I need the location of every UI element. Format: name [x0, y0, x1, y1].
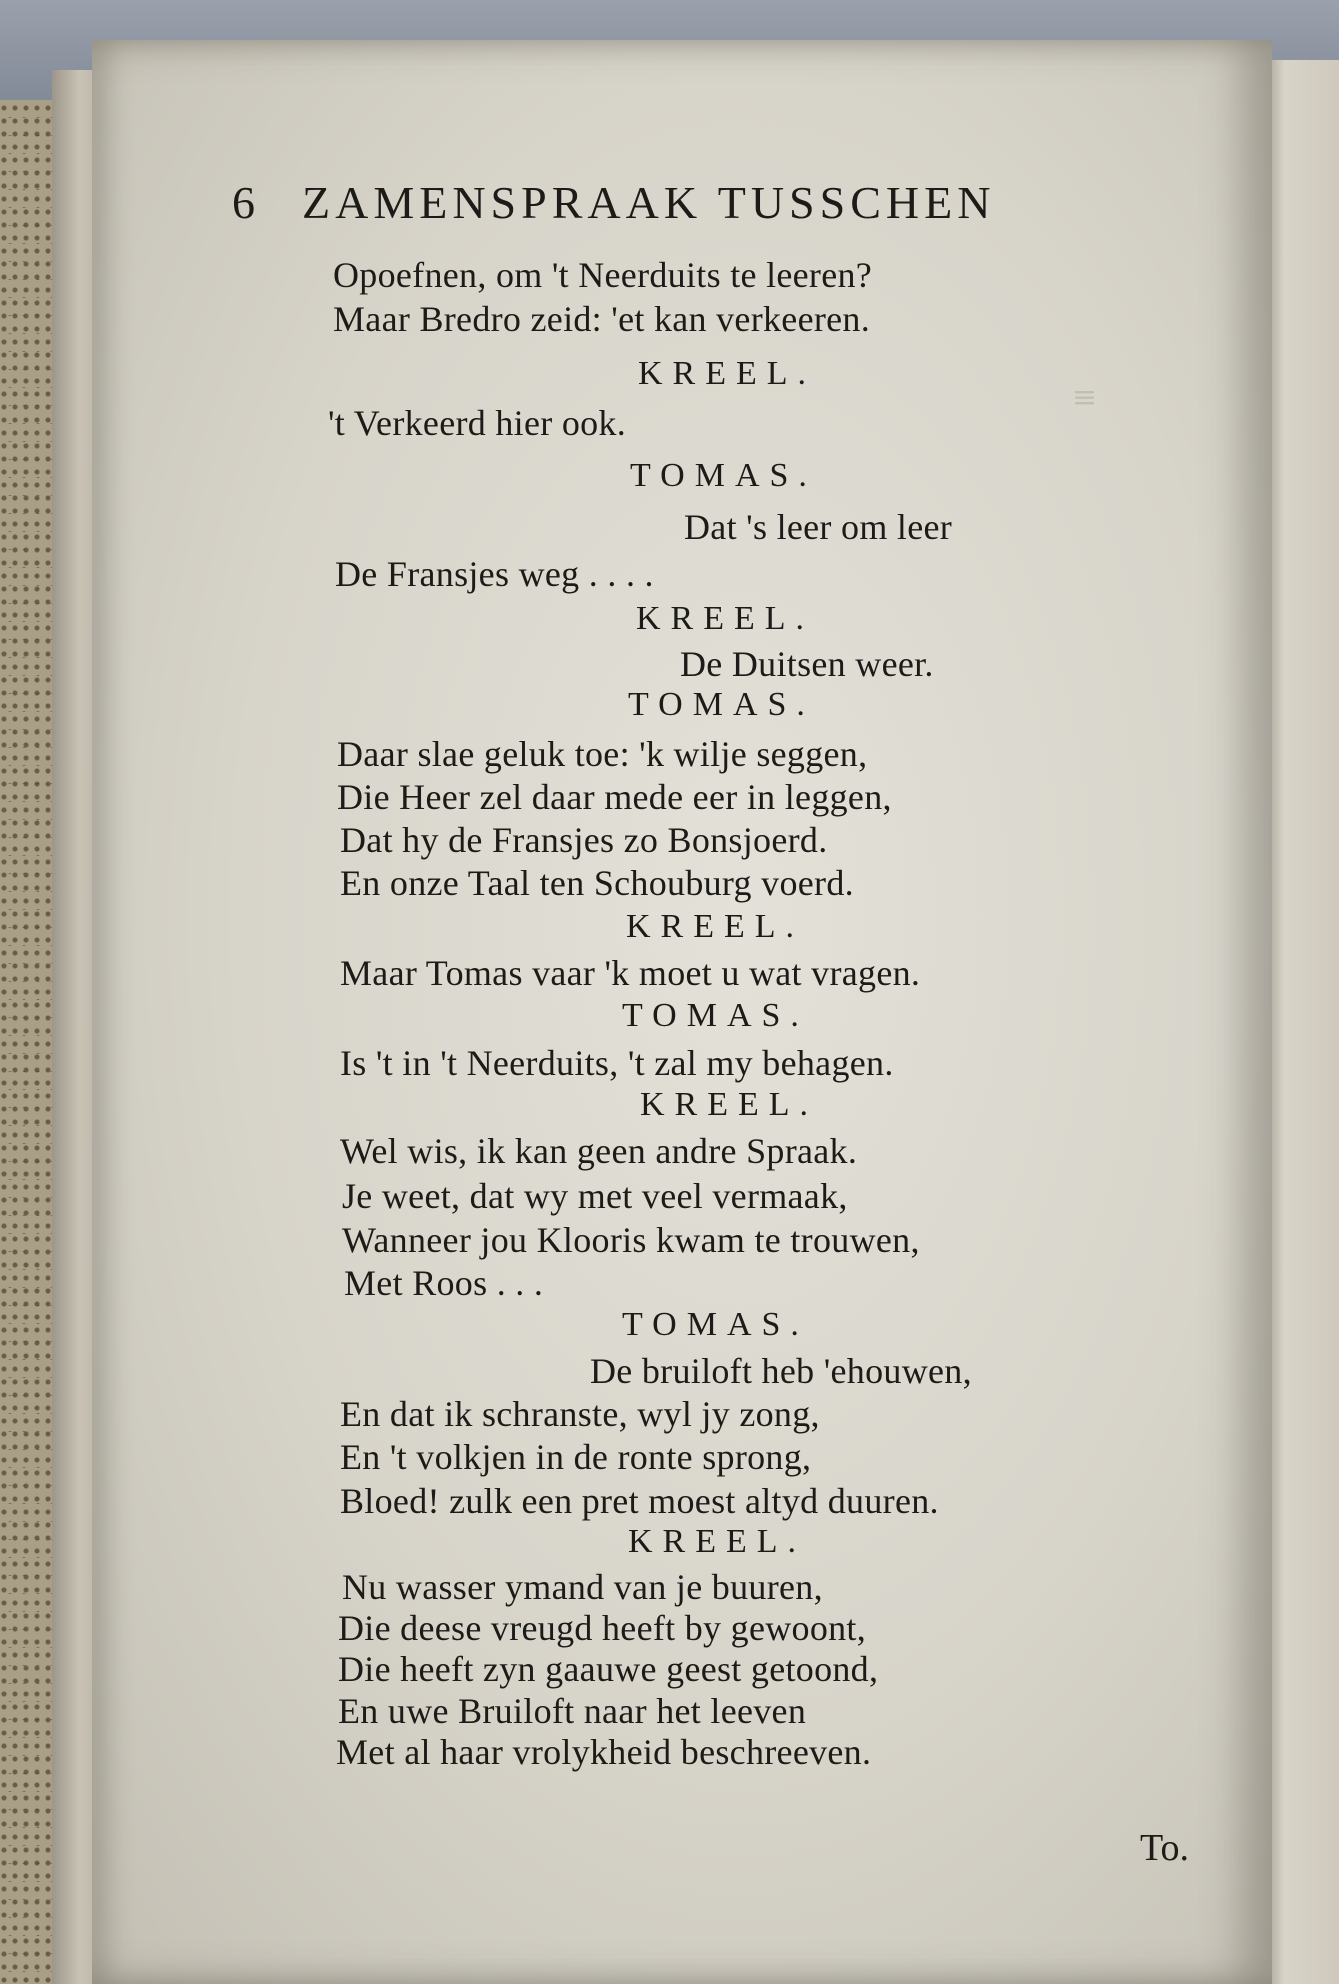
verse-line: Dat hy de Fransjes zo Bonsjoerd. — [340, 820, 828, 860]
verse-line: Nu wasser ymand van je buuren, — [342, 1567, 823, 1607]
running-head — [232, 176, 1152, 236]
speaker-name: TOMAS. — [622, 997, 809, 1034]
verse-line: En 't volkjen in de ronte sprong, — [340, 1437, 812, 1477]
speaker-name: KREEL. — [626, 908, 805, 945]
verse-line: Dat 's leer om leer — [684, 507, 953, 547]
speaker-name: TOMAS. — [628, 686, 815, 723]
show-through: ≡ — [1072, 380, 1098, 415]
speaker-name: KREEL. — [628, 1523, 807, 1560]
verse-line: Je weet, dat wy met veel vermaak, — [342, 1176, 848, 1216]
speaker-name: TOMAS. — [630, 457, 817, 494]
speaker-name: KREEL. — [638, 355, 817, 392]
verse-line: 't Verkeerd hier ook. — [328, 403, 627, 443]
speaker-name: TOMAS. — [622, 1306, 809, 1343]
speaker-name: KREEL. — [636, 600, 815, 637]
verse-line: Daar slae geluk toe: 'k wilje seggen, — [337, 734, 868, 774]
verse-line: En uwe Bruiloft naar het leeven — [338, 1691, 807, 1731]
verse-line: Opoefnen, om 't Neerduits te leeren? — [333, 255, 873, 295]
verse-line: Wanneer jou Klooris kwam te trouwen, — [342, 1220, 920, 1260]
verse-line: De Fransjes weg . . . . — [335, 554, 654, 594]
book-cover-edge — [0, 100, 58, 1984]
verse-line: De Duitsen weer. — [680, 644, 934, 684]
verse-line: Die Heer zel daar mede eer in leggen, — [337, 777, 892, 817]
verse-line: Is 't in 't Neerduits, 't zal my behagen. — [340, 1043, 894, 1083]
verse-line: Maar Bredro zeid: 'et kan verkeeren. — [333, 299, 871, 339]
verse-line: Met Roos . . . — [344, 1263, 544, 1303]
speaker-name: KREEL. — [640, 1086, 819, 1123]
verse-line: En dat ik schranste, wyl jy zong, — [340, 1394, 820, 1434]
verse-line: De bruiloft heb 'ehouwen, — [590, 1351, 972, 1391]
verse-line: Bloed! zulk een pret moest altyd duuren. — [340, 1481, 939, 1521]
verse-line: Die heeft zyn gaauwe geest getoond, — [338, 1649, 879, 1689]
verse-line: Die deese vreugd heeft by gewoont, — [338, 1608, 867, 1648]
verse-line: Maar Tomas vaar 'k moet u wat vragen. — [340, 953, 921, 993]
verse-line: Met al haar vrolykheid beschreeven. — [336, 1732, 872, 1772]
catchword: To. — [1140, 1827, 1190, 1869]
running-title: ZAMENSPRAAK TUSSCHEN — [302, 177, 996, 228]
page-number: 6 — [232, 177, 260, 228]
verse-line: Wel wis, ik kan geen andre Spraak. — [340, 1131, 858, 1171]
verse-line: En onze Taal ten Schouburg voerd. — [340, 863, 854, 903]
